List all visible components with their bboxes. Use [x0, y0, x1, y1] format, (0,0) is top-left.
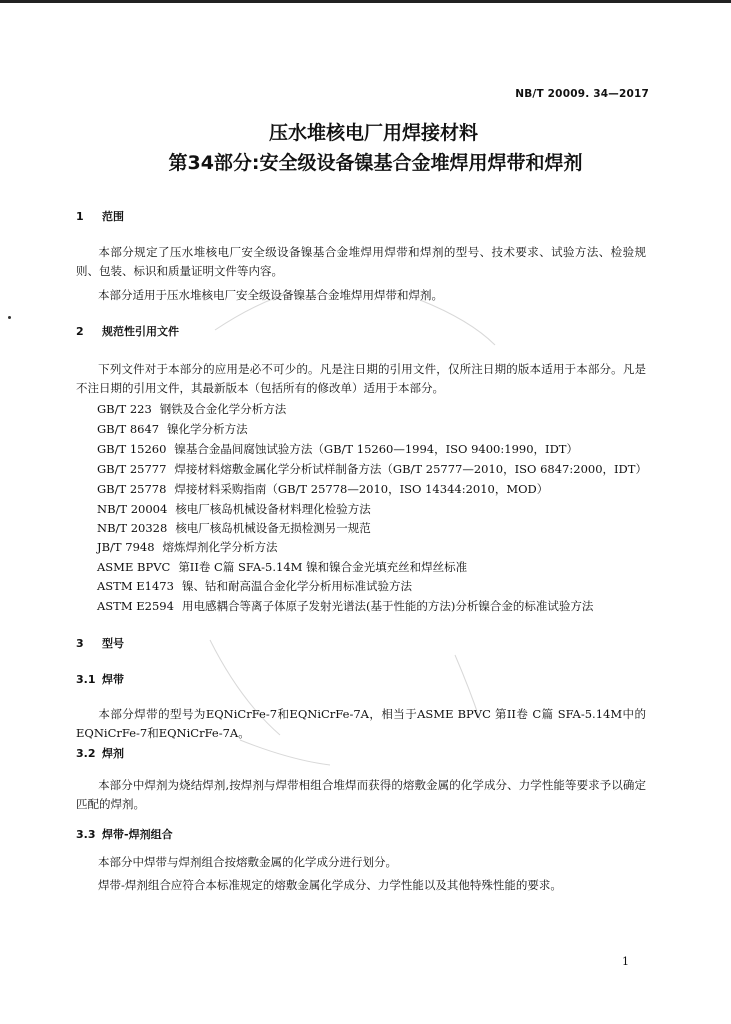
section-title: 型号	[102, 637, 124, 650]
reference-code: GB/T 25777	[97, 462, 167, 476]
reference-code: ASTM E1473	[97, 579, 174, 593]
reference-row	[97, 481, 548, 497]
paragraph-text: 焊带-焊剂组合应符合本标准规定的熔敷金属化学成分、力学性能以及其他特殊性能的要求。	[98, 878, 562, 892]
paragraph-text: 本部分适用于压水堆核电厂安全级设备镍基合金堆焊用焊带和焊剂。	[98, 288, 443, 302]
section-number: 2	[76, 325, 84, 338]
reference-code: NB/T 20328	[97, 521, 168, 535]
section-number: 3.3	[76, 828, 96, 841]
reference-code: JB/T 7948	[97, 540, 155, 554]
standard-number: NB/T 20009. 34—2017	[515, 88, 649, 100]
paragraph-text: 本部分焊带的型号为EQNiCrFe-7和EQNiCrFe-7A，相当于ASME BPVC 第II卷 C篇 SFA-5.14M中的EQNiCrFe-7和EQNiCrFe-7A。	[76, 707, 646, 740]
reference-row	[97, 421, 248, 437]
section-3-1-heading	[76, 671, 124, 687]
section-1-para-2	[76, 286, 646, 305]
reference-row	[97, 520, 371, 536]
page-top-border	[0, 0, 731, 3]
section-2-heading	[76, 323, 179, 339]
reference-row	[97, 578, 412, 594]
section-title: 规范性引用文件	[102, 325, 179, 338]
reference-row	[97, 461, 647, 477]
reference-code: GB/T 15260	[97, 442, 167, 456]
section-3-3-heading	[76, 826, 173, 842]
section-3-3-para-2	[76, 876, 646, 895]
reference-code: GB/T 223	[97, 402, 152, 416]
reference-row	[97, 559, 467, 575]
reference-row	[97, 598, 593, 614]
section-title: 焊剂	[102, 747, 124, 760]
scan-dot	[8, 316, 11, 319]
reference-title: 熔炼焊剂化学分析方法	[162, 540, 278, 554]
section-title: 焊带-焊剂组合	[102, 828, 173, 841]
section-3-3-para-1	[76, 853, 646, 872]
paragraph-text: 本部分规定了压水堆核电厂安全级设备镍基合金堆焊用焊带和焊剂的型号、技术要求、试验方法、检验规则、包装、标识和质量证明文件等内容。	[76, 245, 646, 278]
section-3-2-para	[76, 776, 646, 814]
reference-title: 钢铁及合金化学分析方法	[159, 402, 287, 416]
section-3-2-heading	[76, 745, 124, 761]
section-1-heading	[76, 208, 124, 224]
section-3-heading	[76, 635, 124, 651]
reference-title: 镍基合金晶间腐蚀试验方法（GB/T 15260—1994，ISO 9400:1990，IDT）	[174, 442, 578, 456]
paragraph-text: 本部分中焊带与焊剂组合按熔敷金属的化学成分进行划分。	[98, 855, 397, 869]
reference-title: 焊接材料熔敷金属化学分析试样制备方法（GB/T 25777—2010，ISO 6847:2000，IDT）	[174, 462, 647, 476]
reference-row	[97, 401, 286, 417]
section-title: 范围	[102, 210, 124, 223]
section-number: 3	[76, 637, 84, 650]
reference-title: 核电厂核岛机械设备材料理化检验方法	[175, 502, 371, 516]
reference-title: 第II卷 C篇 SFA-5.14M 镍和镍合金光填充丝和焊丝标准	[178, 560, 468, 574]
paragraph-text: 本部分中焊剂为烧结焊剂,按焊剂与焊带相组合堆焊而获得的熔敷金属的化学成分、力学性能等要求予以确定匹配的焊剂。	[76, 778, 646, 811]
section-number: 1	[76, 210, 84, 223]
reference-title: 镍化学分析方法	[167, 422, 248, 436]
reference-row	[97, 441, 578, 457]
reference-row	[97, 501, 371, 517]
page-number: 1	[622, 955, 629, 968]
section-3-1-para	[76, 705, 646, 743]
section-number: 3.1	[76, 673, 96, 686]
paragraph-text: 下列文件对于本部分的应用是必不可少的。凡是注日期的引用文件，仅所注日期的版本适用于本部分。凡是不注日期的引用文件，其最新版本（包括所有的修改单）适用于本部分。	[76, 362, 646, 395]
reference-title: 镍、钴和耐高温合金化学分析用标准试验方法	[181, 579, 412, 593]
document-title-line1: 压水堆核电厂用焊接材料	[268, 122, 478, 144]
reference-title: 核电厂核岛机械设备无损检测另一规范	[175, 521, 371, 535]
reference-title: 用电感耦合等离子体原子发射光谱法(基于性能的方法)分析镍合金的标准试验方法	[181, 599, 594, 613]
reference-row	[97, 539, 278, 555]
document-title-line2: 第34部分:安全级设备镍基合金堆焊用焊带和焊剂	[168, 152, 583, 174]
reference-code: ASTM E2594	[97, 599, 174, 613]
reference-code: GB/T 8647	[97, 422, 160, 436]
section-2-intro	[76, 360, 646, 398]
section-title: 焊带	[102, 673, 124, 686]
reference-code: GB/T 25778	[97, 482, 167, 496]
reference-title: 焊接材料采购指南（GB/T 25778—2010，ISO 14344:2010，MOD）	[174, 482, 549, 496]
reference-code: NB/T 20004	[97, 502, 168, 516]
reference-code: ASME BPVC	[97, 560, 171, 574]
section-1-para-1	[76, 243, 646, 281]
section-number: 3.2	[76, 747, 96, 760]
